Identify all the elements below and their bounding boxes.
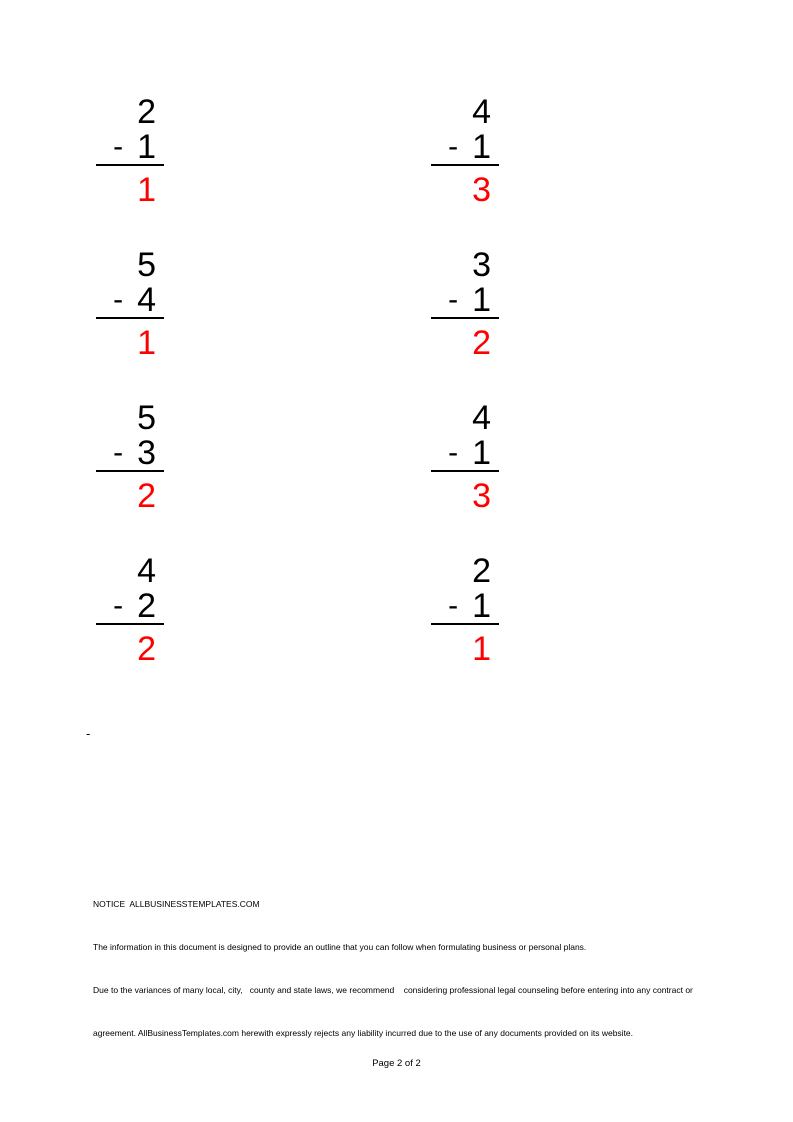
subtrahend-row: [431, 589, 499, 625]
minus-sign: -: [113, 130, 124, 163]
answer: 1: [472, 630, 491, 668]
minus-sign: -: [448, 589, 459, 622]
answer: 1: [137, 171, 156, 209]
answer: 3: [472, 477, 491, 515]
subtrahend-row: [431, 130, 499, 166]
minuend: 2: [137, 93, 156, 131]
notice-line: The information in this document is designed to provide an outline that you can follow when formulating business or personal plans.: [93, 942, 587, 953]
subtraction-problem-4: [431, 247, 499, 361]
subtrahend-row: [96, 283, 164, 319]
notice-block: [93, 868, 693, 1070]
minus-sign: -: [448, 283, 459, 316]
subtrahend: 1: [472, 128, 491, 166]
notice-line: agreement. AllBusinessTemplates.com herewith expressly rejects any liability incurred due to the use of any documents provided on its website.: [93, 1028, 634, 1039]
answer: 1: [137, 324, 156, 362]
minus-sign: -: [113, 436, 124, 469]
subtrahend-row: [431, 283, 499, 319]
subtraction-problem-6: [431, 400, 499, 514]
subtrahend: 1: [472, 587, 491, 625]
subtrahend: 4: [137, 281, 156, 319]
stray-dash: -: [86, 726, 91, 741]
subtraction-problem-2: [431, 94, 499, 208]
subtrahend: 1: [472, 281, 491, 319]
minus-sign: -: [113, 283, 124, 316]
subtrahend: 2: [137, 587, 156, 625]
subtrahend: 3: [137, 434, 156, 472]
minuend: 4: [472, 93, 491, 131]
subtrahend: 1: [472, 434, 491, 472]
answer: 2: [137, 630, 156, 668]
subtrahend-row: [96, 589, 164, 625]
subtraction-problem-3: [96, 247, 164, 361]
minus-sign: -: [448, 130, 459, 163]
answer: 2: [137, 477, 156, 515]
minuend: 5: [137, 399, 156, 437]
answer: 3: [472, 171, 491, 209]
minuend: 2: [472, 552, 491, 590]
minus-sign: -: [448, 436, 459, 469]
subtraction-problem-8: [431, 553, 499, 667]
subtraction-problem-1: [96, 94, 164, 208]
subtraction-problem-5: [96, 400, 164, 514]
subtrahend-row: [96, 130, 164, 166]
minus-sign: -: [113, 589, 124, 622]
subtrahend-row: [431, 436, 499, 472]
subtrahend-row: [96, 436, 164, 472]
minuend: 4: [472, 399, 491, 437]
subtraction-problems-grid: [96, 94, 499, 667]
answer: 2: [472, 324, 491, 362]
page-number: Page 2 of 2: [372, 1058, 421, 1069]
subtraction-problem-7: [96, 553, 164, 667]
notice-line: Due to the variances of many local, city, county and state laws, we recommend considering professional legal counseling before entering into any contract or: [93, 985, 693, 996]
minuend: 3: [472, 246, 491, 284]
subtrahend: 1: [137, 128, 156, 166]
notice-title: NOTICE ALLBUSINESSTEMPLATES.COM: [93, 898, 260, 909]
minuend: 4: [137, 552, 156, 590]
minuend: 5: [137, 246, 156, 284]
